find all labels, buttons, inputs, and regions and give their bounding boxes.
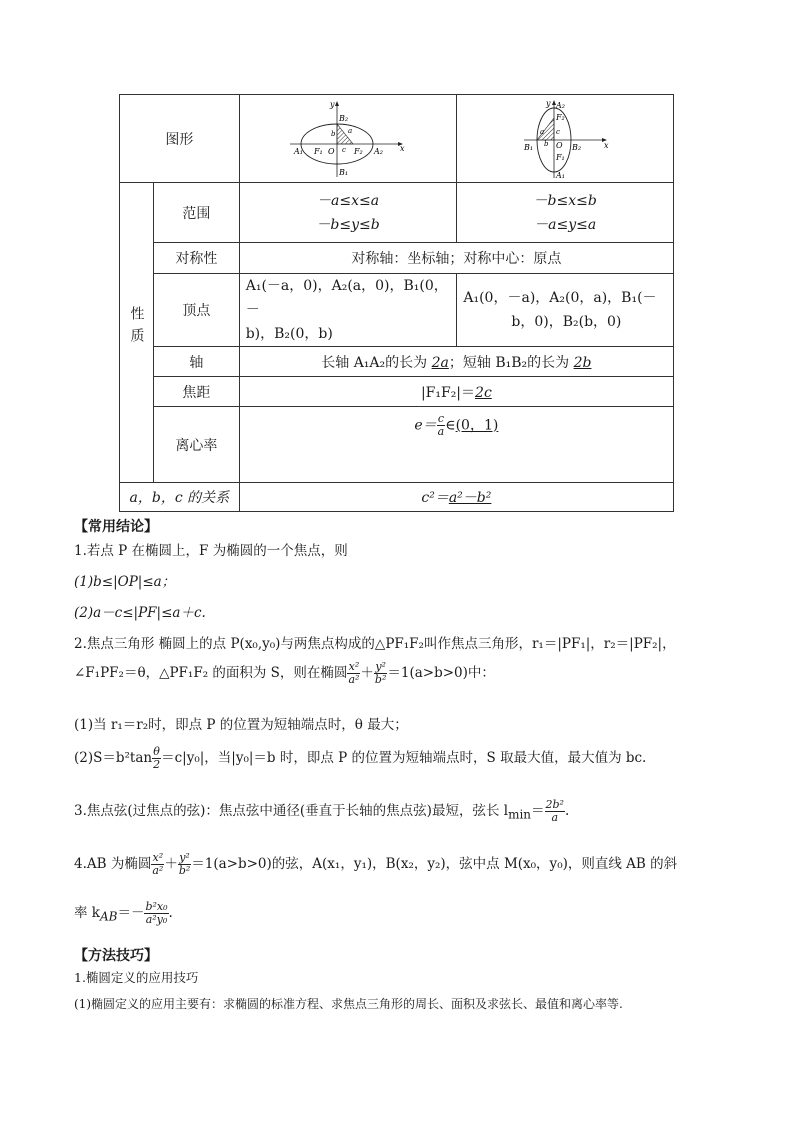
fig-v-B2: B₂: [572, 142, 582, 152]
focal-length: 2c: [475, 384, 492, 401]
num-x2: x²: [348, 660, 360, 673]
fig-v-A2: A₂: [556, 100, 566, 110]
conclusion-2-2: [74, 746, 646, 771]
num-y2-b: y²: [179, 851, 190, 864]
eccentricity-fraction: [437, 413, 446, 438]
axis-major-length: 2a: [431, 354, 449, 371]
conclusion-1-2: (2)a－c≤|PF|≤a＋c.: [74, 605, 206, 621]
conclusion-2-cont-text: ∠F₁PF₂＝θ，△PF₁F₂ 的面积为 S，则在椭圆: [74, 665, 348, 681]
vertex-label: 顶点: [153, 274, 239, 347]
eccentricity-e: e＝: [414, 417, 437, 434]
eccentricity-in: ∈: [445, 417, 456, 434]
den-a2-b: a²: [152, 864, 164, 877]
eccentricity-value: [239, 407, 673, 483]
frac-2b2-a: [545, 799, 565, 824]
relation-a2-b2: a²－b²: [448, 490, 492, 506]
num-b2x0: b²x₀: [145, 900, 168, 913]
conclusion-1-1: (1)b≤|OP|≤a；: [74, 574, 176, 590]
fig-h-A2: A₂: [374, 146, 384, 156]
vertex-horizontal: [239, 274, 457, 347]
frac-c: c: [437, 412, 445, 425]
den-2: 2: [153, 758, 161, 771]
fig-v-y: y: [546, 98, 551, 108]
conclusion-2-cont-end: ＝1(a>b>0)中：: [387, 665, 495, 681]
num-x2-b: x²: [152, 851, 164, 864]
fig-h-B1: B₁: [339, 167, 349, 177]
plus-sign-b: ＋: [164, 856, 178, 872]
conclusion-4: [74, 852, 677, 877]
vertex-vertical: [457, 274, 674, 347]
chord-text: 4.AB 为椭圆: [74, 856, 152, 872]
fig-v-b: b: [544, 139, 549, 148]
symmetry-value: 对称轴：坐标轴；对称中心：原点: [239, 243, 673, 274]
eccentricity-label: 离心率: [153, 407, 239, 483]
relation-label: a，b，c 的关系: [120, 483, 240, 512]
vertex-h-line2: b)，B₂(0，b): [245, 326, 333, 342]
fig-h-a: a: [348, 126, 353, 135]
num-y2: y²: [375, 660, 386, 673]
den-a2y0: a²y₀: [145, 913, 168, 926]
slope-text: 率 k: [74, 905, 100, 921]
range-label: 范围: [153, 183, 239, 243]
range-h-x: －a≤x≤a: [317, 192, 380, 209]
frac-a: a: [437, 425, 445, 438]
ellipse-properties-table: [119, 94, 674, 512]
symmetry-label: 对称性: [153, 243, 239, 274]
method-1: 1.椭圆定义的应用技巧: [74, 970, 199, 985]
axis-minor-text: ；短轴 B₁B₂的长为: [448, 354, 574, 371]
fig-v-B1: B₁: [524, 142, 534, 152]
vertical-ellipse-figure: [457, 95, 674, 183]
fig-h-c: c: [342, 145, 346, 154]
vertex-v-line1: A₁(0，－a)，A₂(0，a)，B₁(－: [463, 290, 657, 306]
focal-value: [239, 377, 673, 407]
focal-label: 焦距: [153, 377, 239, 407]
range-v-y: －a≤y≤a: [534, 216, 597, 233]
fig-h-B2: B₂: [339, 113, 349, 123]
relation-value: [239, 483, 673, 512]
fig-v-O: O: [556, 140, 563, 150]
frac-slope: [144, 901, 168, 926]
conclusion-2-1: (1)当 r₁＝r₂时，即点 P 的位置为短轴端点时，θ 最大；: [74, 717, 408, 733]
frac-y2-b2: [374, 661, 387, 686]
conclusion-3: 3.焦点弦(过焦点的弦)：焦点弦中通径(垂直于长轴的焦点弦)最短，弦长 $l_{min}=$ $\frac{\text{2b²}}{a}$ .: [74, 798, 570, 824]
fig-h-x: x: [400, 143, 405, 153]
slope-line: 率 $k_{AB}=-$ $\frac{\text{b²x₀}}{\text{a²y₀}}$ .: [74, 900, 173, 926]
fig-h-b: b: [331, 129, 336, 138]
fig-h-F2: F₂: [354, 146, 363, 156]
den-a2: a²: [348, 673, 360, 686]
focal-chord-text: 3.焦点弦(过焦点的弦)：焦点弦中通径(垂直于长轴的焦点弦)最短，弦长 l: [74, 803, 509, 819]
frac-x2-a2-b: [151, 852, 164, 877]
focal-text: |F₁F₂|＝: [420, 384, 476, 401]
area-formula-start: (2)S＝b²tan: [74, 750, 153, 766]
vertex-h-line1: A₁(－a，0)，A₂(a，0)，B₁(0，－: [245, 278, 448, 318]
fig-h-A1: A₁: [294, 146, 304, 156]
conclusion-1: 1.若点 P 在椭圆上，F 为椭圆的一个焦点，则: [74, 543, 348, 559]
conclusion-2-cont: [74, 661, 495, 686]
den-b2: b²: [374, 673, 387, 686]
fig-h-F1: F₁: [314, 146, 323, 156]
conclusions-heading: 【常用结论】: [74, 519, 158, 535]
props-label: 性质: [128, 305, 145, 350]
horizontal-ellipse-figure: [239, 95, 457, 183]
fig-v-a: a: [540, 127, 545, 136]
fig-h-y: y: [330, 99, 335, 109]
props-label-cell: [120, 183, 154, 483]
fig-v-x: x: [604, 140, 609, 150]
slope-eq: ＝－: [117, 905, 145, 921]
range-horizontal: [239, 183, 457, 243]
axis-major-text: 长轴 A₁A₂的长为: [321, 354, 432, 371]
sub-ab: AB: [99, 909, 118, 924]
eccentricity-range: (0，1): [455, 417, 499, 434]
area-formula-end: ＝c|y₀|，当|y₀|＝b 时，即点 P 的位置为短轴端点时，S 取最大值，最大值为 bc.: [161, 750, 647, 766]
den-a: a: [551, 811, 559, 824]
fig-v-F1: F₁: [556, 152, 565, 162]
vertex-v-line2: b，0)，B₂(b，0): [511, 314, 622, 330]
eq-sign: ＝: [531, 803, 545, 819]
range-vertical: [457, 183, 674, 243]
fig-v-F2: F₂: [556, 112, 565, 122]
axis-minor-length: 2b: [573, 354, 592, 371]
frac-theta-2: [152, 746, 161, 771]
method-1-1: (1)椭圆定义的应用主要有：求椭圆的标准方程、求焦点三角形的周长、面积及求弦长、最值和离心率等.: [74, 997, 623, 1011]
methods-heading: 【方法技巧】: [74, 948, 158, 964]
fig-v-A1: A₁: [556, 170, 566, 180]
range-h-y: －b≤y≤b: [316, 216, 380, 233]
range-v-x: －b≤x≤b: [533, 192, 597, 209]
vertical-ellipse-diagram: [520, 98, 610, 180]
frac-x2-a2: [347, 661, 360, 686]
axis-label: 轴: [153, 347, 239, 377]
relation-c2: c²＝: [421, 490, 449, 506]
num-2b2: 2b²: [545, 798, 564, 811]
chord-text-end: ＝1(a>b>0)的弦，A(x₁，y₁)，B(x₂，y₂)，弦中点 M(x₀，y₀)，则直线 AB 的斜: [191, 856, 678, 872]
conclusion-2: 2.焦点三角形 椭圆上的点 P(x₀,y₀)与两焦点构成的△PF₁F₂叫作焦点三角形，r₁＝|PF₁|，r₂＝|PF₂|，: [74, 636, 676, 652]
plus-sign: ＋: [360, 665, 374, 681]
fig-v-c: c: [556, 127, 561, 136]
den-b2-b: b²: [178, 864, 191, 877]
frac-y2-b2-b: [178, 852, 191, 877]
axis-value: [239, 347, 673, 377]
figure-label: 图形: [120, 95, 240, 183]
fig-h-O: O: [328, 146, 335, 156]
sub-min: min: [508, 807, 532, 822]
num-theta: θ: [153, 745, 160, 758]
horizontal-ellipse-diagram: [288, 99, 408, 179]
